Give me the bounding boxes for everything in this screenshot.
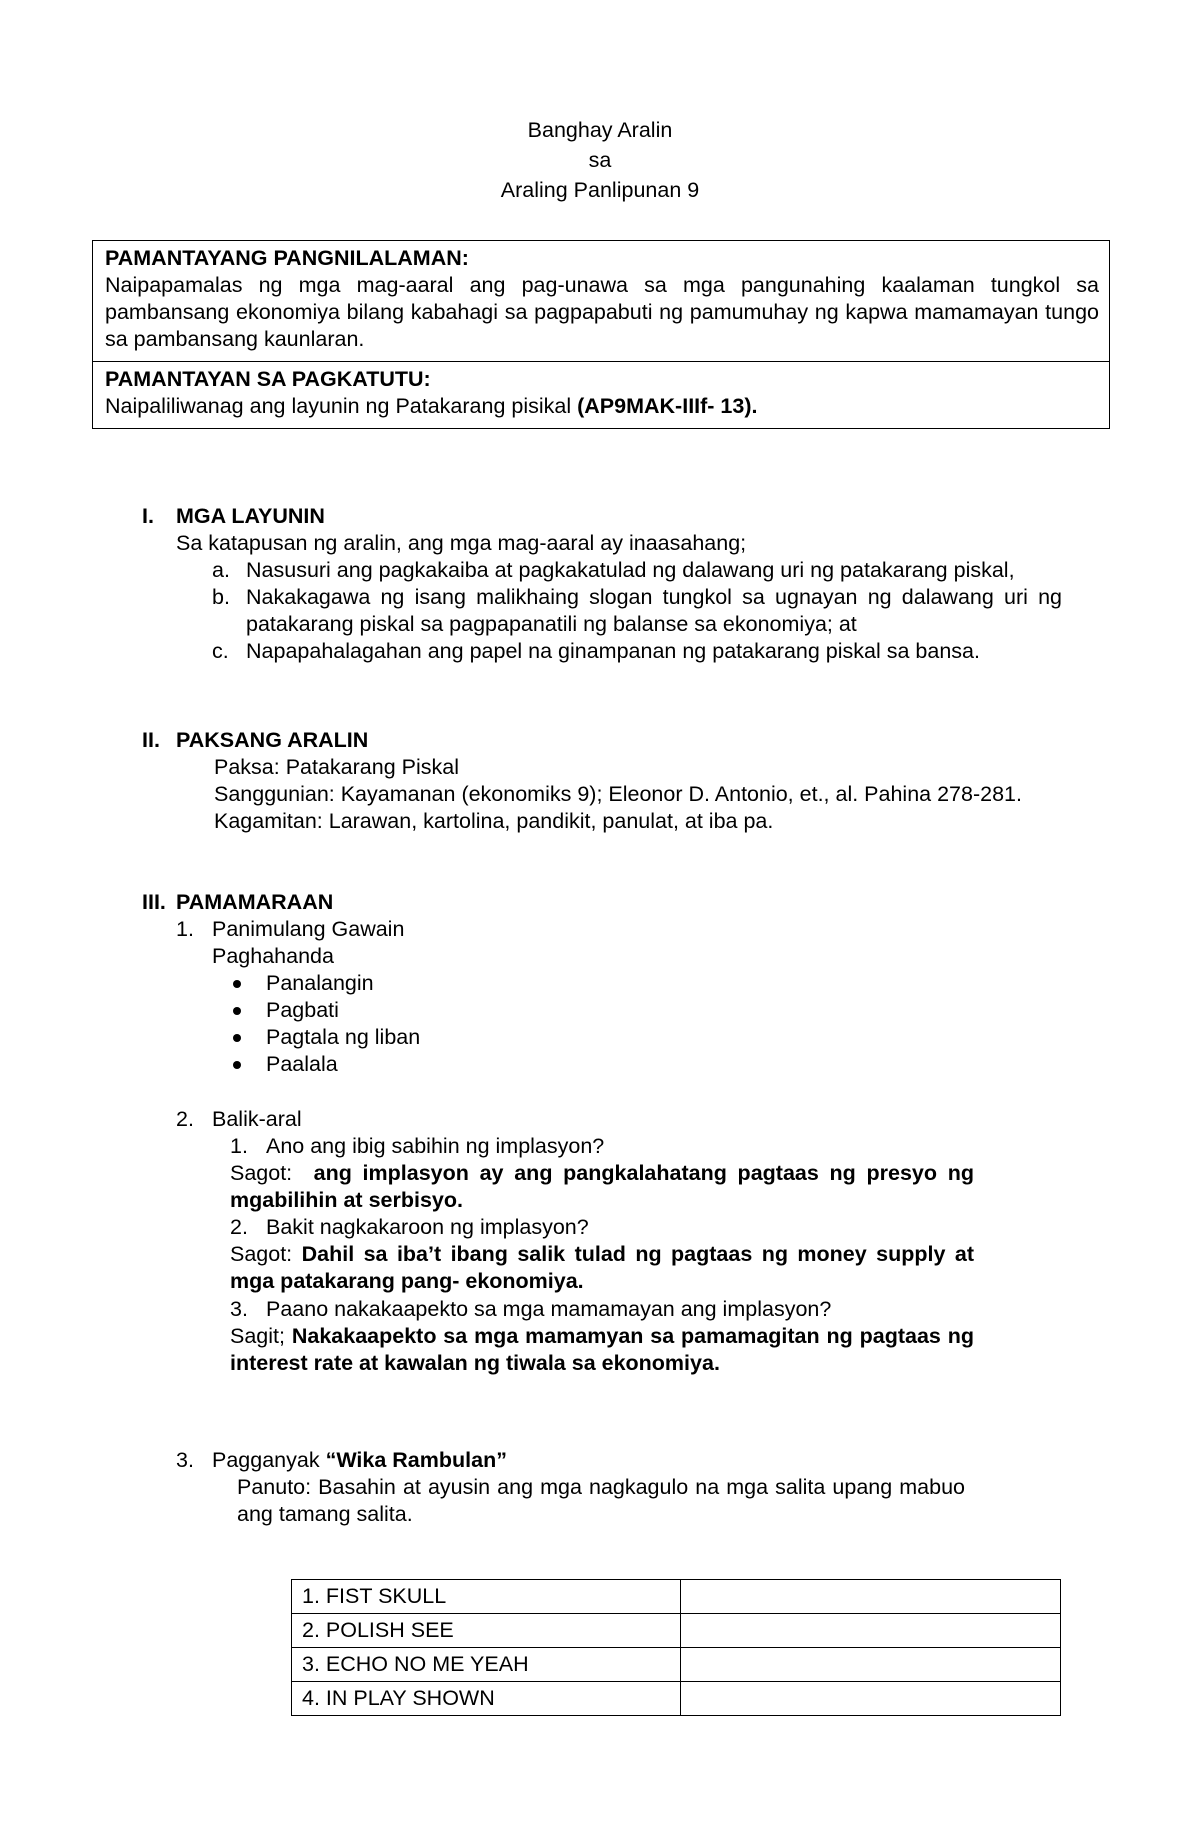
step-balik-aral bbox=[142, 1106, 1062, 1377]
objectives-number: I. bbox=[142, 504, 154, 528]
step-marker: 2. bbox=[176, 1107, 194, 1131]
preparation-list bbox=[142, 970, 1062, 1078]
question-marker: 2. bbox=[230, 1215, 248, 1240]
content-standard-title: PAMANTAYANG PANGNILALAMAN: bbox=[105, 246, 469, 270]
performance-standard-title: PAMANTAYAN SA PAGKATUTU: bbox=[105, 367, 431, 392]
bullet-item: Pagtala ng liban bbox=[266, 1024, 1062, 1051]
question-text: Bakit nagkakaroon ng implasyon? bbox=[266, 1215, 589, 1240]
table-row bbox=[292, 1614, 1061, 1648]
answer-cell[interactable] bbox=[681, 1614, 1061, 1648]
step-subheading: Paghahanda bbox=[212, 944, 334, 969]
list-item-text: Nasusuri ang pagkakaiba at pagkakatulad ng dalawang uri ng patakarang piskal, bbox=[246, 558, 1015, 583]
step-marker: 3. bbox=[176, 1448, 194, 1472]
activity-instructions: Panuto: Basahin at ayusin ang mga nagkagulo na mga salita upang mabuo ang tamang salita. bbox=[237, 1475, 965, 1527]
table-row bbox=[292, 1648, 1061, 1682]
activity-title: “Wika Rambulan” bbox=[325, 1448, 507, 1472]
scrambled-word: 4. IN PLAY SHOWN bbox=[292, 1682, 681, 1716]
document-title bbox=[0, 115, 1200, 205]
table-row bbox=[292, 1682, 1061, 1716]
step-label: Pagganyak bbox=[212, 1448, 326, 1472]
answer-label: Sagit; bbox=[230, 1323, 285, 1348]
list-marker: b. bbox=[212, 585, 230, 610]
section-objectives bbox=[142, 503, 1062, 665]
performance-standard-text: Naipaliliwanag ang layunin ng Patakarang pisikal bbox=[105, 394, 578, 419]
answer-text: Nakakaapekto sa mga mamamyan sa pamamagitan ng pagtaas ng interest rate at kawalan ng tiwala sa ekonomiya. bbox=[230, 1323, 974, 1375]
objectives-title: MGA LAYUNIN bbox=[176, 504, 325, 528]
list-item bbox=[212, 638, 1062, 665]
performance-standard-cell bbox=[93, 362, 1110, 429]
scrambled-word: 2. POLISH SEE bbox=[292, 1614, 681, 1648]
step-heading bbox=[142, 1106, 1062, 1133]
topic-paksa: Paksa: Patakarang Piskal bbox=[214, 755, 459, 780]
standards-table bbox=[92, 240, 1110, 429]
objectives-intro: Sa katapusan ng aralin, ang mga mag-aaral ay inaasahang; bbox=[176, 531, 747, 556]
table-row bbox=[292, 1580, 1061, 1614]
title-line-1: Banghay Aralin bbox=[527, 118, 673, 142]
scrambled-word: 3. ECHO NO ME YEAH bbox=[292, 1648, 681, 1682]
performance-standard-line bbox=[105, 393, 1099, 420]
review-answer bbox=[142, 1241, 974, 1295]
section-topic bbox=[142, 727, 1062, 835]
list-marker: c. bbox=[212, 639, 229, 664]
question-marker: 3. bbox=[230, 1296, 248, 1321]
answer-text: Dahil sa iba’t ibang salik tulad ng pagtaas ng money supply at mga patakarang pang- ekonomiya. bbox=[230, 1242, 974, 1294]
list-item bbox=[212, 557, 1062, 584]
title-line-2: sa bbox=[588, 148, 612, 172]
step-pagganyak bbox=[142, 1447, 1062, 1528]
answer-text: ang implasyon ay ang pangkalahatang pagtaas ng presyo ng mgabilihin at serbisyo. bbox=[230, 1161, 974, 1213]
review-question bbox=[142, 1214, 1062, 1241]
step-heading bbox=[142, 1447, 1062, 1474]
scrambled-words-table bbox=[291, 1579, 1061, 1716]
bullet-item: Paalala bbox=[266, 1051, 1062, 1078]
question-text: Ano ang ibig sabihin ng implasyon? bbox=[266, 1134, 605, 1159]
review-answer bbox=[142, 1160, 974, 1214]
list-item bbox=[212, 584, 1062, 638]
step-label: Balik-aral bbox=[212, 1107, 302, 1131]
title-line-3: Araling Panlipunan 9 bbox=[500, 178, 700, 202]
list-item-text: Napapahalagahan ang papel na ginampanan ng patakarang piskal sa bansa. bbox=[246, 639, 980, 664]
content-standard-text: Naipapamalas ng mga mag-aaral ang pag-unawa sa mga pangunahing kaalaman tungkol sa pambansang ekonomiya bilang kabahagi sa pagpapabuti ng pamumuhay ng kapwa mamamayan tungo sa pambansang kaunlaran. bbox=[105, 273, 1099, 352]
review-answer bbox=[142, 1323, 974, 1377]
scrambled-word: 1. FIST SKULL bbox=[292, 1580, 681, 1614]
list-marker: a. bbox=[212, 558, 230, 583]
topic-sanggunian: Sanggunian: Kayamanan (ekonomiks 9); Eleonor D. Antonio, et., al. Pahina 278-281. bbox=[214, 782, 1022, 807]
procedure-number: III. bbox=[142, 890, 166, 914]
topic-heading bbox=[142, 727, 1062, 754]
review-question bbox=[142, 1133, 1062, 1160]
procedure-heading bbox=[142, 889, 1062, 916]
competency-code: (AP9MAK-IIIf- 13). bbox=[577, 394, 758, 419]
bullet-item: Pagbati bbox=[266, 997, 1062, 1024]
objectives-list bbox=[142, 557, 1062, 665]
procedure-title: PAMAMARAAN bbox=[176, 890, 334, 914]
list-item-text: Nakakagawa ng isang malikhaing slogan tungkol sa ugnayan ng dalawang uri ng patakarang piskal sa pagpapanatili ng balanse sa ekonomiya; at bbox=[246, 585, 1062, 637]
question-marker: 1. bbox=[230, 1134, 248, 1159]
review-question bbox=[142, 1296, 1062, 1323]
answer-label: Sagot: bbox=[230, 1161, 293, 1186]
answer-cell[interactable] bbox=[681, 1580, 1061, 1614]
answer-label: Sagot: bbox=[230, 1242, 293, 1267]
topic-kagamitan: Kagamitan: Larawan, kartolina, pandikit, panulat, at iba pa. bbox=[214, 809, 774, 834]
step-panimulang-gawain bbox=[142, 916, 1062, 943]
topic-title: PAKSANG ARALIN bbox=[176, 728, 369, 752]
question-text: Paano nakakaapekto sa mga mamamayan ang implasyon? bbox=[266, 1296, 832, 1321]
content-standard-cell bbox=[93, 241, 1110, 362]
objectives-heading bbox=[142, 503, 1062, 530]
step-marker: 1. bbox=[176, 917, 194, 942]
step-label: Panimulang Gawain bbox=[212, 917, 405, 942]
section-procedure bbox=[142, 889, 1062, 1079]
answer-cell[interactable] bbox=[681, 1682, 1061, 1716]
bullet-item: Panalangin bbox=[266, 970, 1062, 997]
answer-cell[interactable] bbox=[681, 1648, 1061, 1682]
topic-number: II. bbox=[142, 728, 160, 752]
